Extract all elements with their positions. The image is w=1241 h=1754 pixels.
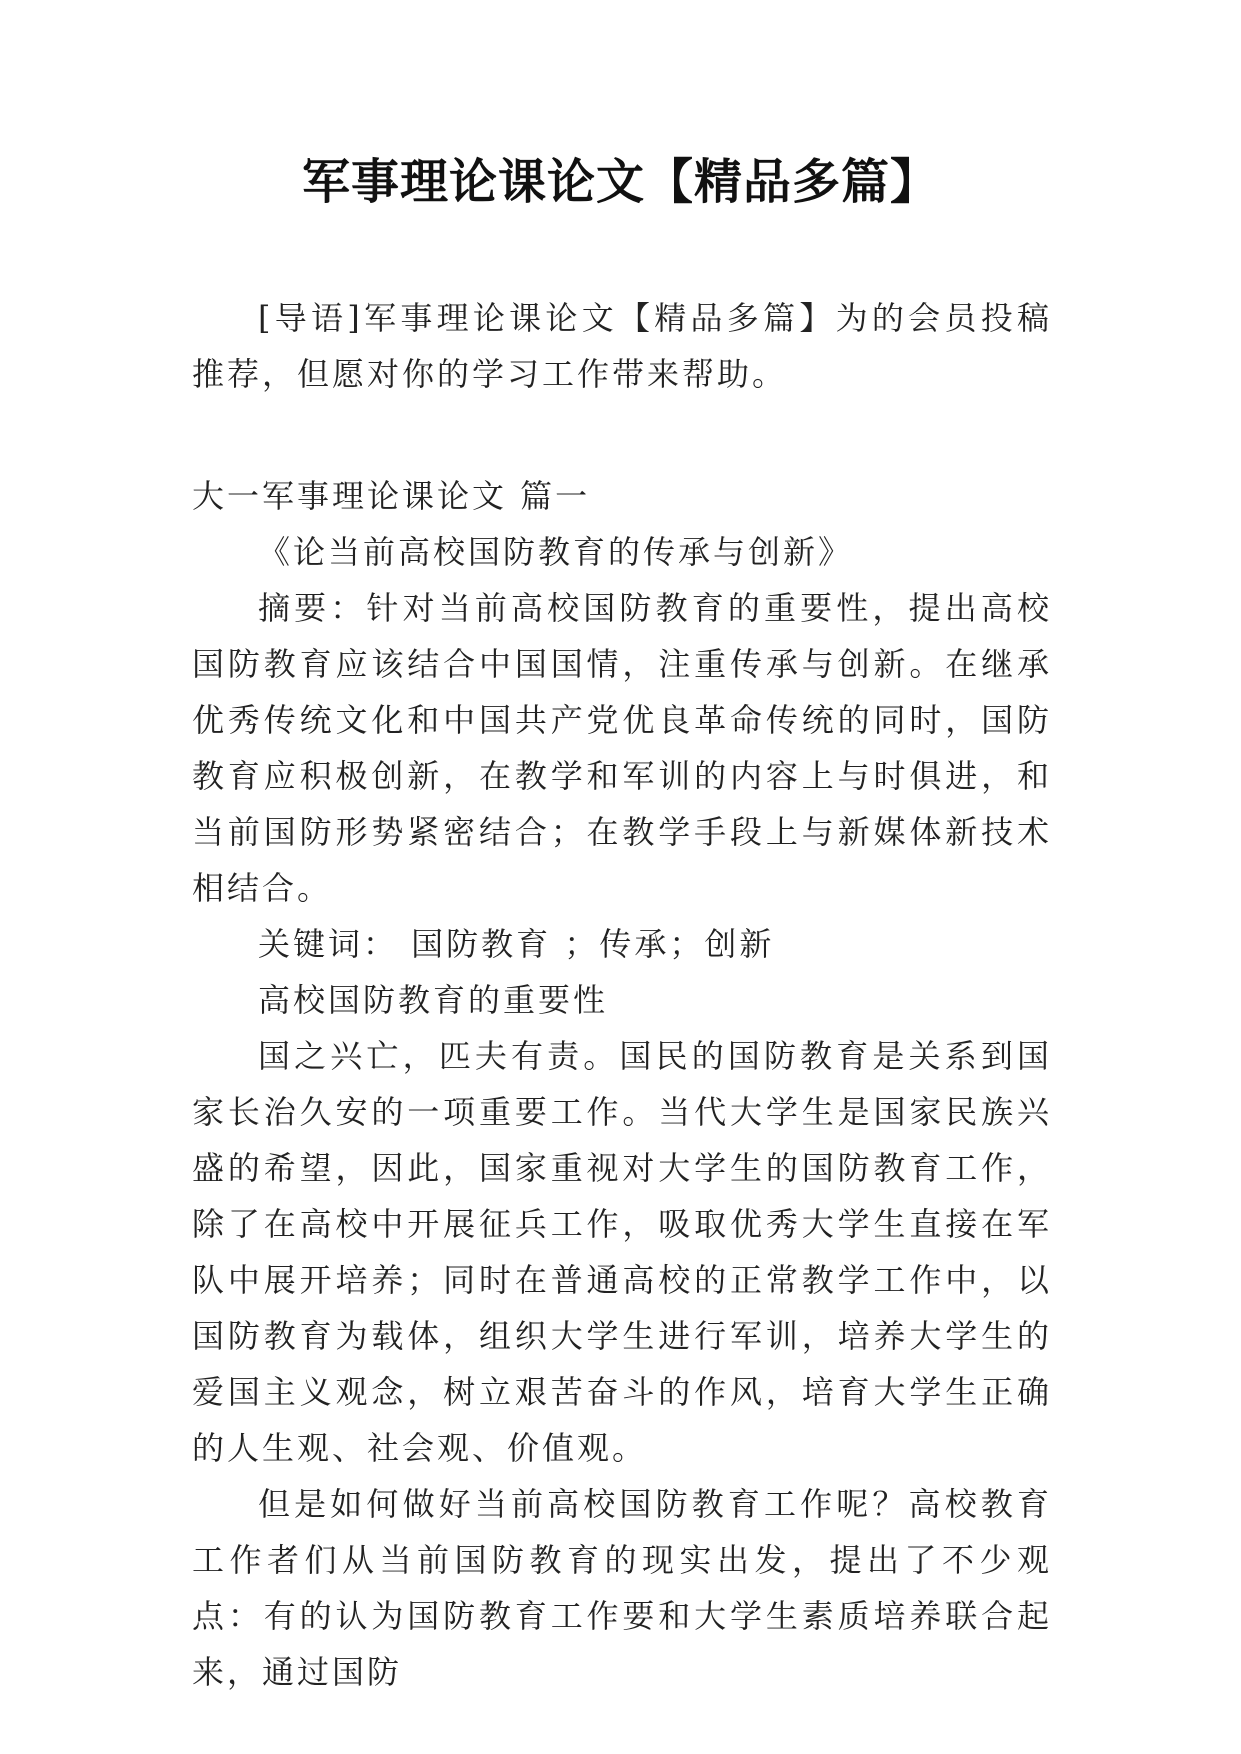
lead-block: [192, 290, 1052, 402]
abstract-paragraph: 摘要：针对当前高校国防教育的重要性，提出高校国防教育应该结合中国国情，注重传承与创新。在继承优秀传统文化和中国共产党优良革命传统的同时，国防教育应积极创新，在教学和军训的内容上与时俱进，和当前国防形势紧密结合；在教学手段上与新媒体新技术相结合。: [192, 589, 1052, 907]
body-paragraph-2: 但是如何做好当前高校国防教育工作呢？高校教育工作者们从当前国防教育的现实出发，提出了不少观点：有的认为国防教育工作要和大学生素质培养联合起来，通过国防: [192, 1485, 1052, 1691]
lead-paragraph: [导语]军事理论课论文【精品多篇】为的会员投稿推荐，但愿对你的学习工作带来帮助。: [192, 299, 1052, 393]
subheading: 高校国防教育的重要性: [258, 981, 609, 1019]
section-block: [192, 468, 1052, 1700]
section-heading: 大一军事理论课论文 篇一: [192, 477, 591, 515]
document-title: 军事理论课论文【精品多篇】: [301, 154, 939, 210]
keywords-line: 关键词： 国防教育 ；传承；创新: [258, 925, 775, 963]
paper-title: 《论当前高校国防教育的传承与创新》: [258, 533, 854, 571]
body-paragraph-1: 国之兴亡，匹夫有责。国民的国防教育是关系到国家长治久安的一项重要工作。当代大学生是国家民族兴盛的希望，因此，国家重视对大学生的国防教育工作，除了在高校中开展征兵工作，吸取优秀大学生直接在军队中展开培养；同时在普通高校的正常教学工作中，以国防教育为载体，组织大学生进行军训，培养大学生的爱国主义观念，树立艰苦奋斗的作风，培育大学生正确的人生观、社会观、价值观。: [192, 1037, 1052, 1467]
